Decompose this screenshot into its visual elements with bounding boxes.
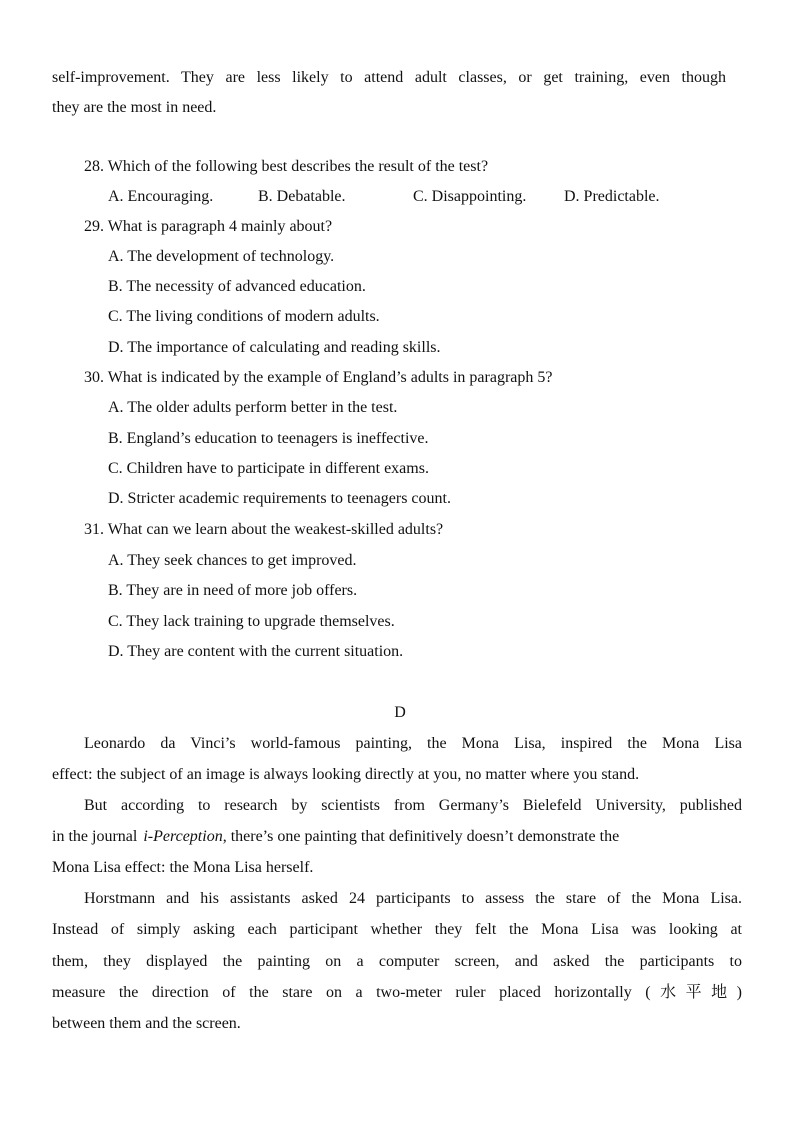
question-30 bbox=[84, 368, 552, 388]
option-c: C. They lack training to upgrade themselves. bbox=[108, 613, 395, 630]
question-number: 30. bbox=[84, 369, 104, 386]
passage-d-p1-line-2: effect: the subject of an image is always looking directly at you, no matter where you stand. bbox=[52, 766, 640, 783]
passage-d-p3-line-2: Instead of simply asking each participant whether they felt the Mona Lisa was looking at bbox=[52, 921, 742, 938]
passage-c-tail-line-1: self-improvement. They are less likely to attend adult classes, or get training, even though bbox=[52, 69, 726, 86]
option-d: D. They are content with the current situation. bbox=[108, 643, 404, 660]
option-d: D. Predictable. bbox=[564, 188, 660, 205]
option-b: B. The necessity of advanced education. bbox=[108, 278, 366, 295]
question-number: 29. bbox=[84, 218, 104, 235]
option-a: A. They seek chances to get improved. bbox=[108, 552, 357, 569]
question-text: What can we learn about the weakest-skilled adults? bbox=[107, 521, 444, 538]
passage-d-p1-line-1: Leonardo da Vinci’s world-famous painting, the Mona Lisa, inspired the Mona Lisa bbox=[84, 735, 742, 752]
option-b: B. They are in need of more job offers. bbox=[108, 582, 358, 599]
question-text: What is indicated by the example of England’s adults in paragraph 5? bbox=[107, 369, 553, 386]
passage-c-tail-line-2: they are the most in need. bbox=[52, 99, 217, 116]
option-d: D. The importance of calculating and reading skills. bbox=[108, 339, 441, 356]
option-c: C. The living conditions of modern adults. bbox=[108, 308, 380, 325]
passage-d-p3-line-1: Horstmann and his assistants asked 24 participants to assess the stare of the Mona Lisa. bbox=[84, 890, 742, 907]
option-c: C. Children have to participate in different exams. bbox=[108, 460, 429, 477]
passage-d-p2-line-3: Mona Lisa effect: the Mona Lisa herself. bbox=[52, 859, 314, 876]
journal-name: i-Perception bbox=[143, 828, 223, 845]
passage-d-p3-line-3: them, they displayed the painting on a computer screen, and asked the participants to bbox=[52, 953, 742, 970]
question-31 bbox=[84, 520, 443, 540]
question-29 bbox=[84, 217, 332, 237]
option-d: D. Stricter academic requirements to teenagers count. bbox=[108, 490, 451, 507]
option-c: C. Disappointing. bbox=[413, 188, 527, 205]
question-number: 28. bbox=[84, 158, 104, 175]
passage-d-p2-line-1: But according to research by scientists from Germany’s Bielefeld University, published bbox=[84, 797, 742, 814]
question-28 bbox=[84, 157, 488, 177]
option-a: A. The older adults perform better in the test. bbox=[108, 399, 398, 416]
question-text: What is paragraph 4 mainly about? bbox=[107, 218, 333, 235]
option-a: A. The development of technology. bbox=[108, 248, 335, 265]
passage-text: , there’s one painting that definitively doesn’t demonstrate the bbox=[222, 828, 620, 845]
passage-d-p2-line-2 bbox=[52, 827, 742, 847]
question-number: 31. bbox=[84, 521, 104, 538]
passage-text: in the journal bbox=[52, 828, 138, 845]
passage-d-p3-line-4: measure the direction of the stare on a two-meter ruler placed horizontally (水平地) bbox=[52, 984, 742, 1001]
question-text: Which of the following best describes the result of the test? bbox=[107, 158, 489, 175]
option-a: A. Encouraging. bbox=[108, 188, 214, 205]
section-heading: D bbox=[394, 704, 406, 721]
passage-d-p3-line-5: between them and the screen. bbox=[52, 1015, 241, 1032]
option-b: B. Debatable. bbox=[258, 188, 346, 205]
option-b: B. England’s education to teenagers is ineffective. bbox=[108, 430, 429, 447]
